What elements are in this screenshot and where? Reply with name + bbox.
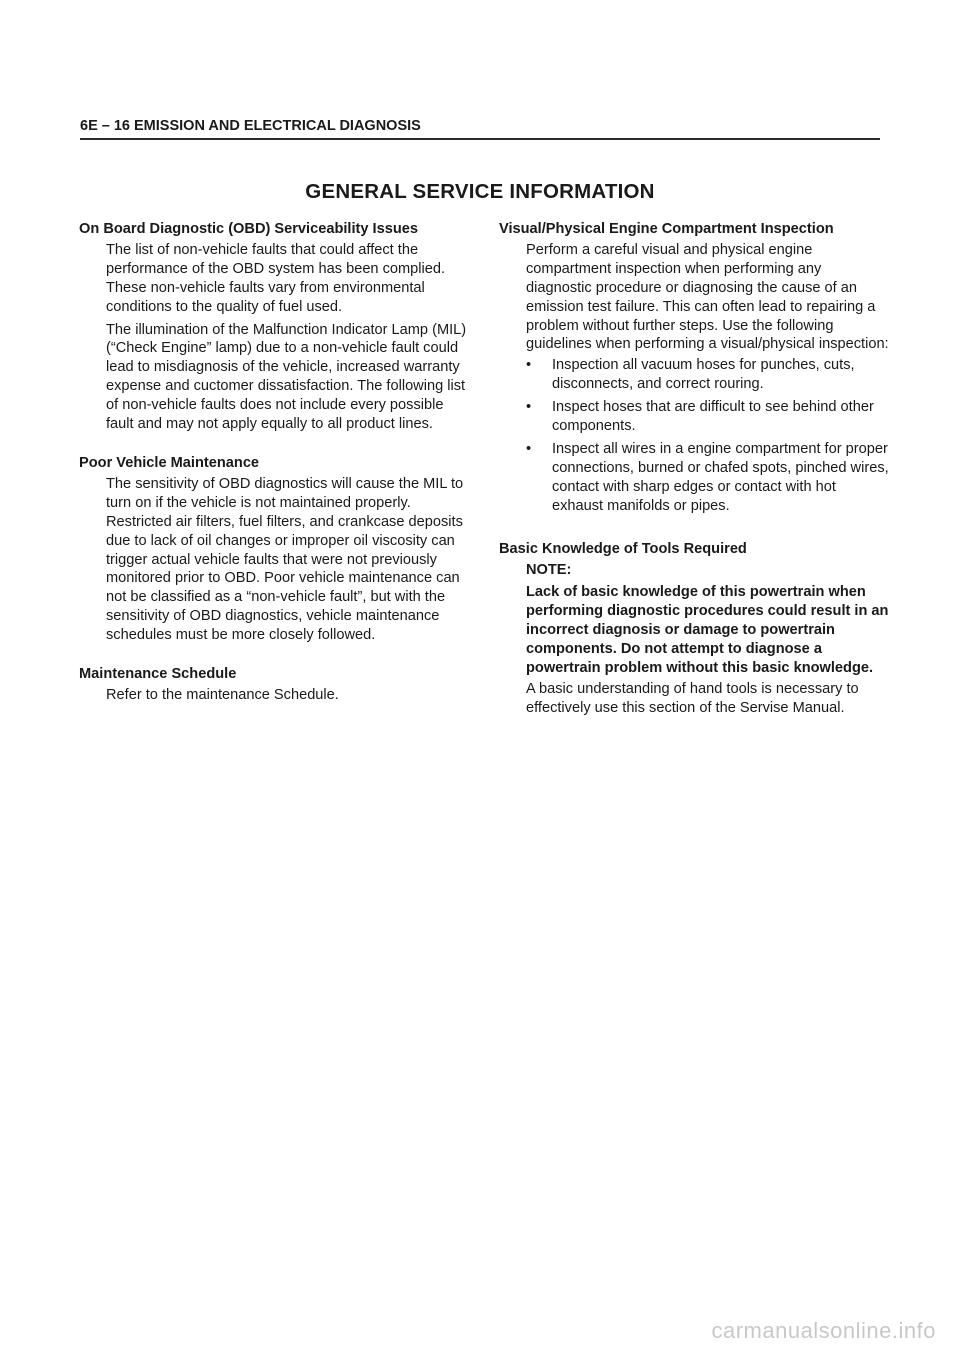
page-title: GENERAL SERVICE INFORMATION — [305, 180, 655, 203]
bullet-item — [526, 398, 891, 436]
bullet-text: Inspect all wires in a engine compartment for proper connections, burned or chafed spots, pinched wires, contact with sharp edges or contact with hot exhaust manifolds or pipes. — [552, 440, 889, 514]
inspection-bullet-list — [499, 356, 891, 515]
note-label: NOTE: — [526, 561, 572, 578]
section-visual-inspection — [499, 220, 891, 516]
tools-paragraph-1: A basic understanding of hand tools is necessary to effectively use this section of the Servise Manual. — [526, 680, 859, 716]
bullet-icon: • — [526, 357, 532, 374]
bullet-icon: • — [526, 440, 532, 457]
inspection-paragraph-1: Perform a careful visual and physical engine compartment inspection when performing any diagnostic procedure or diagnosing the cause of an emission test failure. This can often lead to repairing a problem without further steps. Use the following guidelines when performing a visual/physical inspection: — [526, 241, 889, 353]
bullet-text: Inspect hoses that are difficult to see behind other components. — [552, 399, 874, 435]
bullet-item — [526, 440, 891, 516]
page-header — [80, 117, 880, 140]
obd-paragraph-2: The illumination of the Malfunction Indicator Lamp (MIL) (“Check Engine” lamp) due to a non-vehicle fault could lead to misdiagnosis of the vehicle, increased warranty expense and cuctomer dissatisfaction. The following list of non-vehicle faults does not include every possible fault and may not apply equally to all product lines. — [106, 321, 467, 433]
section-heading-inspection: Visual/Physical Engine Compartment Inspection — [499, 221, 834, 237]
section-poor-maintenance — [79, 454, 471, 645]
note-text: Lack of basic knowledge of this powertrain when performing diagnostic procedures could result in an incorrect diagnosis or damage to powertrain components. Do not attempt to diagnose a powertrain problem without this basic knowledge. — [526, 584, 889, 677]
bullet-text: Inspection all vacuum hoses for punches, cuts, disconnects, and correct rouring. — [552, 357, 855, 393]
right-column — [499, 220, 891, 718]
section-heading-maintenance: Poor Vehicle Maintenance — [79, 454, 260, 471]
section-heading-schedule: Maintenance Schedule — [79, 666, 237, 683]
schedule-paragraph-1: Refer to the maintenance Schedule. — [106, 686, 339, 703]
section-tools-knowledge — [499, 540, 891, 718]
bullet-item — [526, 356, 891, 394]
section-heading-obd: On Board Diagnostic (OBD) Serviceability Issues — [79, 221, 418, 237]
obd-paragraph-1: The list of non-vehicle faults that could affect the performance of the OBD system has been complied. These non-vehicle faults vary from environmental conditions to the quality of fuel used. — [106, 241, 446, 315]
bullet-icon: • — [526, 399, 532, 416]
page-header-text: 6E – 16 EMISSION AND ELECTRICAL DIAGNOSIS — [80, 118, 421, 134]
maintenance-paragraph-1: The sensitivity of OBD diagnostics will cause the MIL to turn on if the vehicle is not maintained properly. Restricted air filters, fuel filters, and crankcase deposits due to lack of oil changes or improper oil viscosity can trigger actual vehicle faults that were not previously monitored prior to OBD. Poor vehicle maintenance can not be classified as a “non-vehicle fault”, but with the sensitivity of OBD diagnostics, vehicle maintenance schedules must be more closely followed. — [106, 475, 464, 644]
section-heading-tools: Basic Knowledge of Tools Required — [499, 540, 747, 557]
section-obd-serviceability — [79, 220, 471, 434]
watermark: carmanualsonline.info — [711, 1318, 936, 1343]
section-maintenance-schedule — [79, 665, 471, 705]
left-column — [79, 220, 471, 705]
